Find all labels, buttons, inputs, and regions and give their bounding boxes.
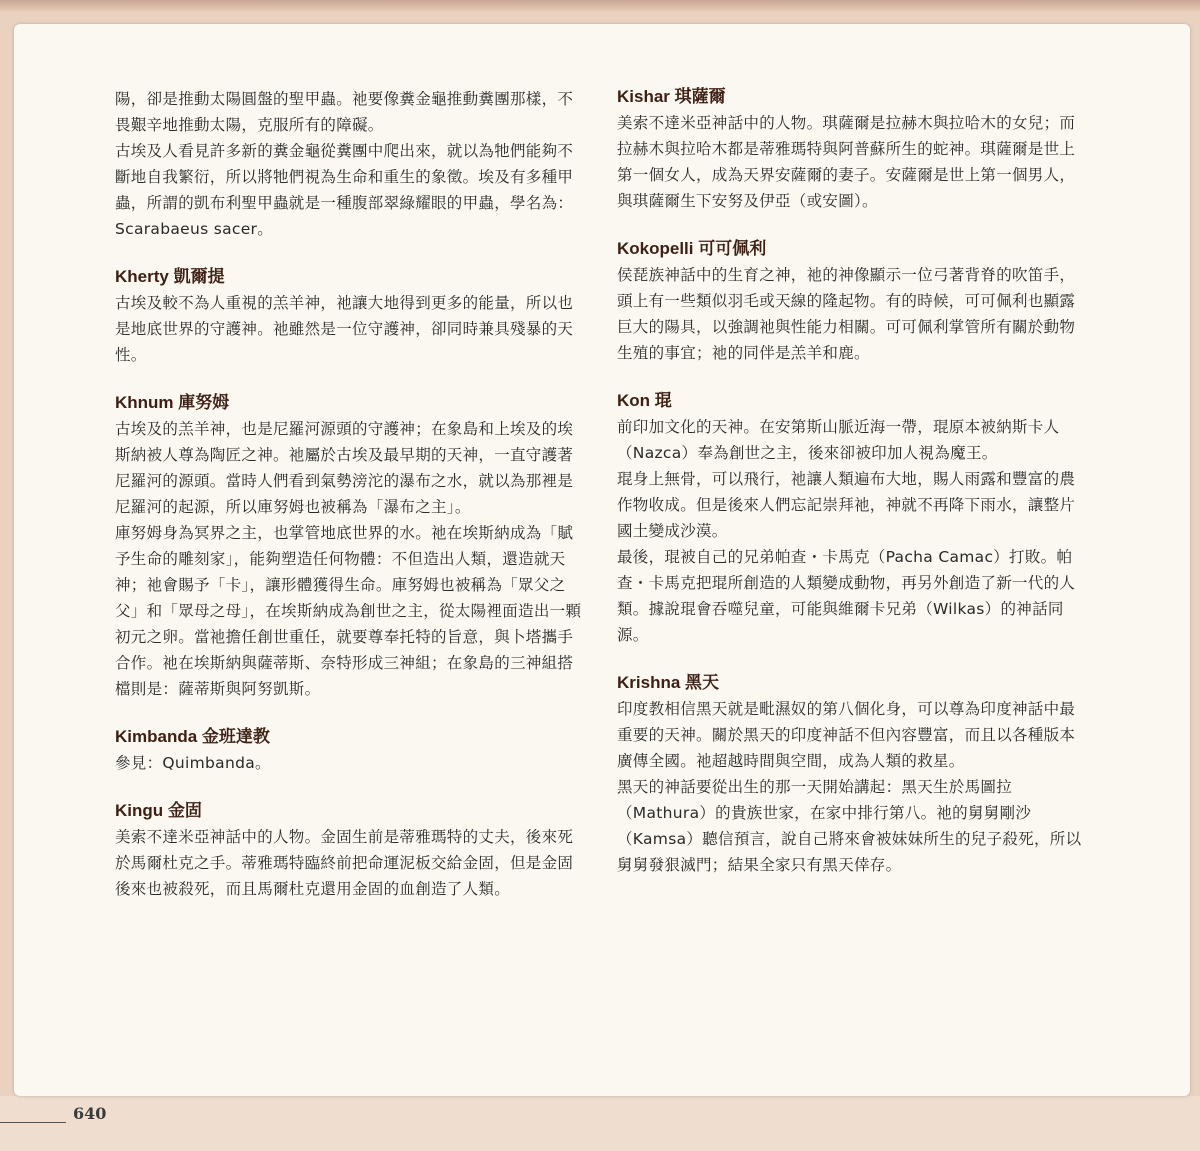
entry-title: Kishar 琪薩爾	[617, 87, 726, 106]
entry-paragraph: 美索不達米亞神話中的人物。琪薩爾是拉赫木與拉哈木的女兒；而拉赫木與拉哈木都是蒂雅瑪特與阿普蘇所生的蛇神。琪薩爾是世上第一個女人，成為天界安薩爾的妻子。安薩爾是世上第一個男人，與琪薩爾生下安努及伊亞（或安圖）。	[617, 114, 1076, 210]
entry-title: Kokopelli 可可佩利	[617, 239, 767, 258]
entry-paragraph: 美索不達米亞神話中的人物。金固生前是蒂雅瑪特的丈夫，後來死於馬爾杜克之手。蒂雅瑪特臨終前把命運泥板交給金固，但是金固後來也被殺死，而且馬爾杜克還用金固的血創造了人類。	[115, 828, 574, 898]
entry-paragraph: 古埃及較不為人重視的羔羊神，祂讓大地得到更多的能量，所以也是地底世界的守護神。祂雖然是一位守護神，卻同時兼具殘暴的天性。	[115, 294, 574, 364]
entry-paragraph: 陽，卻是推動太陽圓盤的聖甲蟲。祂要像糞金龜推動糞團那樣，不畏艱辛地推動太陽，克服所有的障礙。	[115, 90, 574, 134]
entry-kishar	[617, 86, 1087, 214]
page-number-rule	[0, 1122, 66, 1123]
entry-paragraph: 古埃及人看見許多新的糞金龜從糞團中爬出來，就以為牠們能夠不斷地自我繁衍，所以將牠們視為生命和重生的象徵。埃及有多種甲蟲，所謂的凱布利聖甲蟲就是一種腹部翠綠耀眼的甲蟲，學名為：Scarabaeus sacer。	[115, 142, 574, 238]
entry-title: Kherty 凱爾提	[115, 267, 225, 286]
entry-kimbanda	[115, 726, 585, 776]
left-column	[115, 86, 585, 926]
entry-krishna	[617, 672, 1087, 878]
entry-paragraph: 最後，琨被自己的兄弟帕查・卡馬克（Pacha Camac）打敗。帕查・卡馬克把琨所創造的人類變成動物，再另外創造了新一代的人類。據說琨會吞噬兒童，可能與維爾卡兄弟（Wilkas）的神話同源。	[617, 548, 1076, 644]
entry-paragraph: 庫努姆身為冥界之主，也掌管地底世界的水。祂在埃斯納成為「賦予生命的雕刻家」，能夠塑造任何物體：不但造出人類，還造就天神；祂會賜予「卡」，讓形體獲得生命。庫努姆也被稱為「眾父之父」和「眾母之母」，在埃斯納成為創世之主，從太陽裡面造出一顆初元之卵。當祂擔任創世重任，就要尊奉托特的旨意，與卜塔攜手合作。祂在埃斯納與薩蒂斯、奈特形成三神組；在象島的三神組搭檔則是：薩蒂斯與阿努凱斯。	[115, 524, 582, 698]
entry-title: Krishna 黑天	[617, 673, 720, 692]
entry-paragraph: 黑天的神話要從出生的那一天開始講起：黑天生於馬圖拉（Mathura）的貴族世家，在家中排行第八。祂的舅舅剛沙（Kamsa）聽信預言，說自己將來會被妹妹所生的兒子殺死，所以舅舅發狠滅門；結果全家只有黑天倖存。	[617, 778, 1082, 874]
entry-paragraph: 印度教相信黑天就是毗濕奴的第八個化身，可以尊為印度神話中最重要的天神。關於黑天的印度神話不但內容豐富，而且以各種版本廣傳全國。祂超越時間與空間，成為人類的救星。	[617, 700, 1076, 770]
entry-title: Kon 琨	[617, 391, 672, 410]
entry-paragraph: 前印加文化的天神。在安第斯山脈近海一帶，琨原本被納斯卡人（Nazca）奉為創世之主，後來卻被印加人視為魔王。	[617, 418, 1060, 462]
entry-kokopelli	[617, 238, 1087, 366]
right-column	[617, 86, 1087, 902]
entry-title: Khnum 庫努姆	[115, 393, 230, 412]
entry-paragraph: 侯琵族神話中的生育之神，祂的神像顯示一位弓著背脊的吹笛手，頭上有一些類似羽毛或天線的隆起物。有的時候，可可佩利也顯露巨大的陽具，以強調祂與性能力相關。可可佩利掌管所有關於動物生殖的事宜；祂的同伴是羔羊和鹿。	[617, 266, 1076, 362]
entry-title: Kingu 金固	[115, 801, 202, 820]
entry-paragraph: 參見：Quimbanda。	[115, 754, 271, 772]
page-top-edge	[0, 0, 1200, 12]
entry-intro	[115, 86, 585, 242]
entry-kherty	[115, 266, 585, 368]
entry-paragraph: 古埃及的羔羊神，也是尼羅河源頭的守護神；在象島和上埃及的埃斯納被人尊為陶匠之神。祂屬於古埃及最早期的天神，一直守護著尼羅河的源頭。當時人們看到氣勢滂沱的瀑布之水，就以為那裡是尼羅河的起源，所以庫努姆也被稱為「瀑布之主」。	[115, 420, 574, 516]
entry-kingu	[115, 800, 585, 902]
page-bottom-margin	[0, 1096, 1200, 1151]
entry-title: Kimbanda 金班達教	[115, 727, 270, 746]
entry-kon	[617, 390, 1087, 648]
entry-khnum	[115, 392, 585, 702]
page-number: 640	[73, 1104, 107, 1123]
entry-paragraph: 琨身上無骨，可以飛行，祂讓人類遍布大地，賜人雨露和豐富的農作物收成。但是後來人們忘記崇拜祂，神就不再降下雨水，讓整片國土變成沙漠。	[617, 470, 1076, 540]
